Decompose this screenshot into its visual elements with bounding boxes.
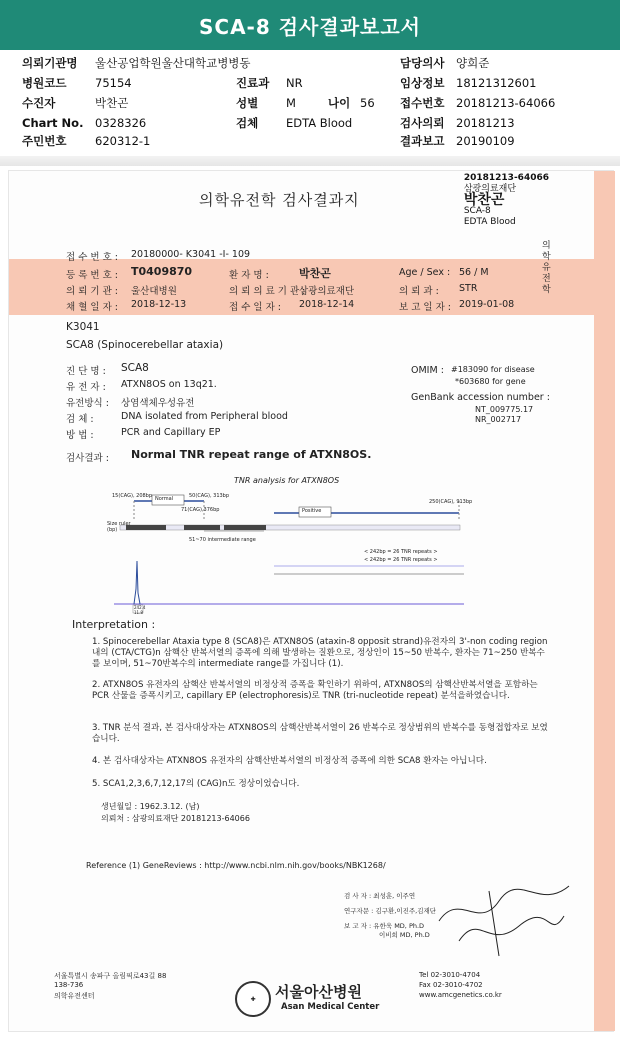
value-doctor: 양희준 xyxy=(456,56,490,70)
sign-reporter-2: 이비희 MD, Ph.D xyxy=(379,931,430,939)
label-sex: 성별 xyxy=(236,96,259,110)
value-resident-no: 620312-1 xyxy=(95,134,151,148)
value-age: 56 xyxy=(360,96,375,110)
address-3: 의학유전센터 xyxy=(54,992,95,1000)
stamp-block xyxy=(464,173,549,228)
requester: 의뢰처 : 삼광의료재단 20181213-64066 xyxy=(101,814,250,823)
receipt-value: 20180000- K3041 -I- 109 xyxy=(131,249,251,260)
signature xyxy=(429,871,579,961)
test-code: K3041 xyxy=(66,321,100,333)
genbank-1: NT_009775.17 xyxy=(475,405,534,414)
spec-value: DNA isolated from Peripheral blood xyxy=(121,411,288,422)
scanned-report xyxy=(8,170,614,1032)
disease-name: SCA8 (Spinocerebellar ataxia) xyxy=(66,339,224,351)
genbank-label: GenBank accession number : xyxy=(411,392,550,403)
header-separator xyxy=(0,156,620,166)
address-2: 138-736 xyxy=(54,981,84,989)
value-receipt-no: 20181213-64066 xyxy=(456,96,556,110)
value-chart-no: 0328326 xyxy=(95,116,147,130)
recv-label: 접 수 일 자 : xyxy=(229,302,281,313)
omim-gene: *603680 for gene xyxy=(455,377,526,386)
value-sex: M xyxy=(286,96,296,110)
fig-l1: 15(CAG), 208bp xyxy=(112,493,153,499)
report-title: SCA-8 검사결과보고서 xyxy=(0,0,620,50)
label-dept: 진료과 xyxy=(236,76,270,90)
fig-interm: 51~70 intermediate range xyxy=(189,537,256,543)
value-request-date: 20181213 xyxy=(456,116,515,130)
interp-title: Interpretation : xyxy=(72,618,156,631)
label-clinical-info: 임상정보 xyxy=(400,76,445,90)
label-request-date: 검사의뢰 xyxy=(400,116,445,130)
sign-advisor: 연구자문 : 김구환,이진주,김재단 xyxy=(344,907,437,915)
figure-title: TNR analysis for ATXN8OS xyxy=(234,476,340,485)
tel: Tel 02-3010-4704 xyxy=(419,971,481,979)
genbank-2: NR_002717 xyxy=(475,415,522,424)
interp-3: 3. TNR 분석 결과, 본 검사대상자는 ATXN8OS의 삼핵산반복서열이 26 반복수로 정상범위의 반복수를 동형접합자로 보였습니다. xyxy=(92,723,548,744)
value-hospital-code: 75154 xyxy=(95,76,132,90)
lab-label: 의 뢰 의 료 기 관 : xyxy=(229,286,306,297)
diag-value: SCA8 xyxy=(121,362,149,374)
inherit-value: 상염색체우성유전 xyxy=(121,398,195,409)
label-hospital-code: 병원코드 xyxy=(22,76,67,90)
diag-label: 진 단 명 : xyxy=(66,366,106,377)
fig-l3: 250(CAG), 913bp xyxy=(429,499,473,505)
fig-l4: 71(CAG),376bp xyxy=(181,507,220,513)
side-text: 의 학 유 전 학 xyxy=(542,241,551,295)
label-age: 나이 xyxy=(328,96,351,110)
stamp-specimen: EDTA Blood xyxy=(463,217,516,227)
interp-5: 5. SCA1,2,3,6,7,12,17의 (CAG)n도 정상이었습니다. xyxy=(92,779,300,789)
spec-label: 검 체 : xyxy=(66,414,94,425)
receipt-label: 접 수 번 호 : xyxy=(66,252,118,263)
report-label: 보 고 일 자 : xyxy=(399,302,451,313)
hospital-name-kr: 서울아산병원 xyxy=(275,983,362,1001)
peak xyxy=(134,561,140,604)
stamp-name: 박찬곤 xyxy=(463,192,505,208)
reg-value: T0409870 xyxy=(131,265,193,278)
hospital-name-en: Asan Medical Center xyxy=(281,1002,380,1012)
fig-l2: 50(CAG), 313bp xyxy=(189,493,230,499)
fig-ruler-unit: (bp) xyxy=(107,527,118,533)
interp-2: 2. ATXN8OS 유전자의 삼핵산 반복서열의 비정상적 증폭을 확인하기 위하여, ATXN8OS의 삼핵산반복서열을 포함하는 PCR 산물을 증폭시키고, capillary EP (electrophoresis)로 TNR (tri-nucleotide repeat) 분석을하였습니다. xyxy=(92,680,538,701)
label-report-date: 결과보고 xyxy=(400,134,445,148)
label-institution: 의뢰기관명 xyxy=(22,56,78,70)
fig-ruler: Size ruler xyxy=(107,521,131,527)
interp-4: 4. 본 검사대상자는 ATXN8OS 유전자의 삼핵산반복서열의 비정상적 증폭에 의한 SCA8 환자는 아닙니다. xyxy=(92,756,487,766)
collect-value: 2018-12-13 xyxy=(131,299,187,310)
website: www.amcgenetics.co.kr xyxy=(419,991,502,999)
report-value: 2019-01-08 xyxy=(459,299,515,310)
patient-label: 환 자 명 : xyxy=(229,270,269,281)
fig-peak-label: 242.4 11.8 xyxy=(134,605,146,615)
sign-reporter: 보 고 자 : 유한욱 MD, Ph.D xyxy=(344,922,425,930)
size-ruler xyxy=(120,525,460,530)
reference: Reference (1) GeneReviews : http://www.ncbi.nlm.nih.gov/books/NBK1268/ xyxy=(86,861,386,870)
agesex-label: Age / Sex : xyxy=(399,267,451,278)
inst-label: 의 뢰 기 관 : xyxy=(66,286,118,297)
label-receipt-no: 접수번호 xyxy=(400,96,445,110)
fig-normal: Normal xyxy=(155,496,174,502)
doc-title: 의학유전학 검사결과지 xyxy=(199,191,360,209)
fig-positive: Positive xyxy=(302,508,322,514)
label-specimen: 검체 xyxy=(236,116,259,130)
omim-disease: #183090 for disease xyxy=(451,365,535,374)
fig-rep2: < 242bp = 26 TNR repeats > xyxy=(364,557,438,563)
dept-label: 의 뢰 과 : xyxy=(399,286,439,297)
reg-label: 등 록 번 호 : xyxy=(66,270,118,281)
sign-examiner: 검 사 자 : 최성훈, 이주연 xyxy=(344,892,416,900)
address-1: 서울특별시 송파구 올림픽로43길 88 xyxy=(54,972,167,980)
value-patient: 박찬곤 xyxy=(95,96,129,110)
label-patient: 수진자 xyxy=(22,96,56,110)
gene-label: 유 전 자 : xyxy=(66,382,106,393)
lab-value: 삼광의료재단 xyxy=(299,286,355,297)
value-dept: NR xyxy=(286,76,303,90)
value-report-date: 20190109 xyxy=(456,134,515,148)
inst-value: 울산대병원 xyxy=(131,286,177,297)
omim-label: OMIM : xyxy=(411,365,444,376)
asan-logo-icon: ✚ xyxy=(235,981,271,1017)
interp-1: 1. Spinocerebellar Ataxia type 8 (SCA8)은 ATXN8OS (ataxin-8 opposit strand)유전자의 3'-non coding region 내의 (CTA/CTG)n 삼핵산 반복서열의 증폭에 의해 발생하는 질환으로, 정상인이 15~50 반복수, 환자는 71~250 반복수를 보이며, 51~70반복수의 intermediate range를 가집니다 (1). xyxy=(92,637,548,669)
recv-value: 2018-12-14 xyxy=(299,299,355,310)
result-label: 검사결과 : xyxy=(66,453,109,464)
fig-rep1: < 242bp = 26 TNR repeats > xyxy=(364,549,438,555)
label-resident-no: 주민번호 xyxy=(22,134,67,148)
result-value: Normal TNR repeat range of ATXN8OS. xyxy=(131,448,372,461)
label-doctor: 담당의사 xyxy=(400,56,445,70)
agesex-value: 56 / M xyxy=(459,267,489,278)
fax: Fax 02-3010-4702 xyxy=(419,981,483,989)
stamp-receipt: 20181213-64066 xyxy=(463,173,549,183)
method-value: PCR and Capillary EP xyxy=(121,427,221,438)
gene-value: ATXN8OS on 13q21. xyxy=(121,379,217,390)
patient-value: 박찬곤 xyxy=(299,267,331,280)
collect-label: 채 혈 일 자 : xyxy=(66,302,118,313)
dept-value: STR xyxy=(459,283,478,294)
value-specimen: EDTA Blood xyxy=(286,116,353,130)
stamp-lab: 삼광의료재단 xyxy=(463,184,517,194)
dob: 생년월일 : 1962.3.12. (남) xyxy=(101,802,200,811)
value-institution: 울산공업학원울산대학교병병동 xyxy=(95,56,251,70)
label-chart-no: Chart No. xyxy=(22,116,84,130)
value-clinical-info: 18121312601 xyxy=(456,76,537,90)
stamp-test: SCA-8 xyxy=(463,206,491,216)
inherit-label: 유전방식 : xyxy=(66,398,109,409)
method-label: 방 법 : xyxy=(66,430,94,441)
